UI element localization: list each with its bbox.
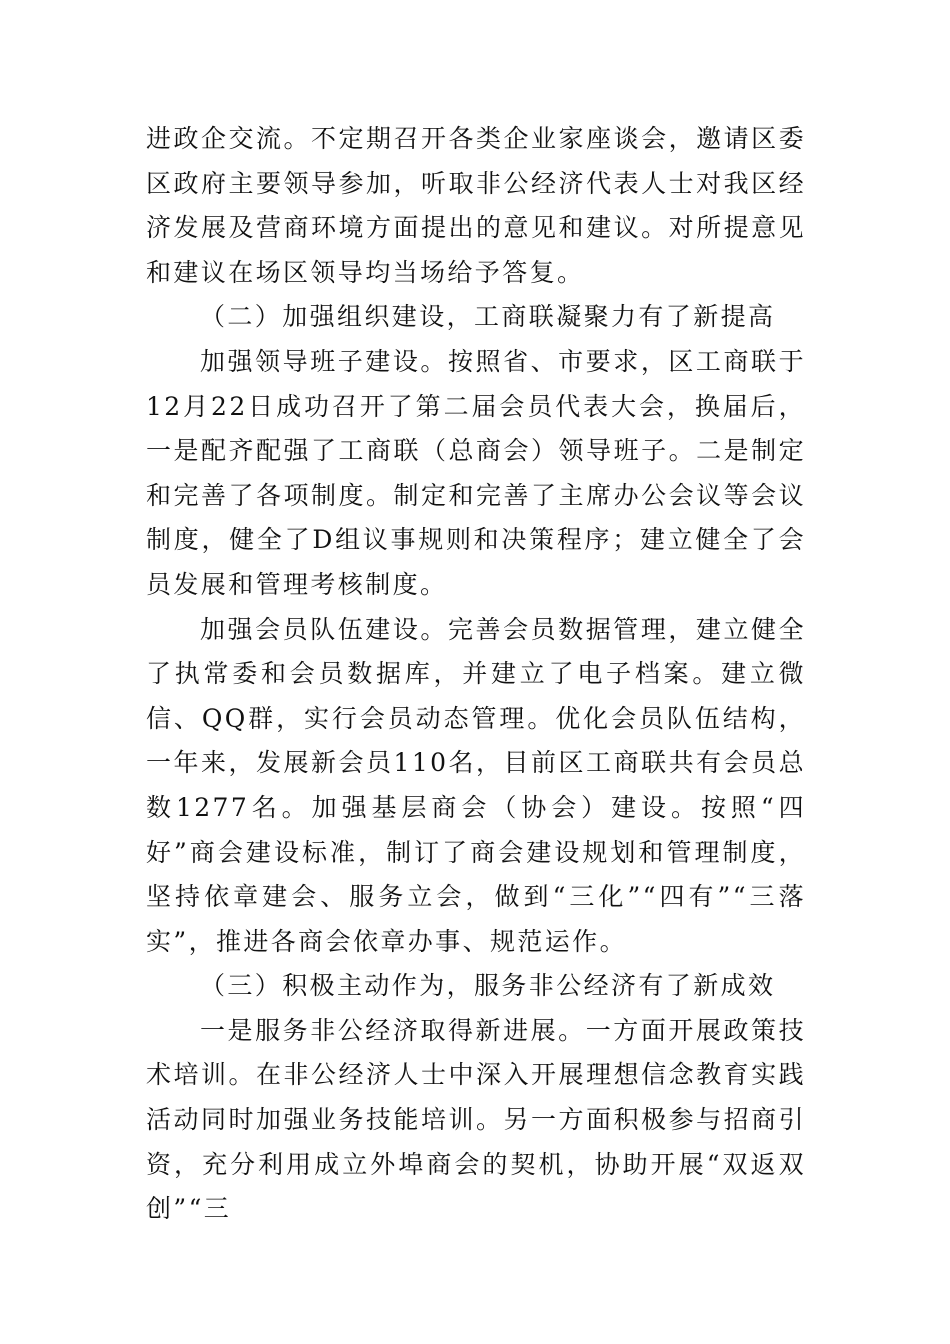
paragraph-services: 一是服务非公经济取得新进展。一方面开展政策技术培训。在非公经济人士中深入开展理想信念教育实践活动同时加强业务技能培训。另一方面积极参与招商引资，充分利用成立外埠商会的契机，协助开展“双返双创”“三 — [146, 1015, 806, 1224]
paragraph-leadership: 加强领导班子建设。按照省、市要求，区工商联于12月22日成功召开了第二届会员代表大会，换届后，一是配齐配强了工商联（总商会）领导班子。二是制定和完善了各项制度。制定和完善了主席办公会议等会议制度，健全了D组议事规则和决策程序；建立健全了会员发展和管理考核制度。 — [146, 346, 806, 599]
section-heading-3: （三）积极主动作为，服务非公经济有了新成效 — [200, 971, 776, 1001]
document-body — [146, 117, 806, 1232]
paragraph-members: 加强会员队伍建设。完善会员数据管理，建立健全了执常委和会员数据库，并建立了电子档案。建立微信、QQ群，实行会员动态管理。优化会员队伍结构，一年来，发展新会员110名，目前区工商联共有会员总数1277名。加强基层商会（协会）建设。按照“四好”商会建设标准，制订了商会建设规划和管理制度，坚持依章建会、服务立会，做到“三化”“四有”“三落实”，推进各商会依章办事、规范运作。 — [146, 614, 806, 956]
section-heading-2: （二）加强组织建设，工商联凝聚力有了新提高 — [200, 302, 776, 332]
paragraph-continuation: 进政企交流。不定期召开各类企业家座谈会，邀请区委区政府主要领导参加，听取非公经济代表人士对我区经济发展及营商环境方面提出的意见和建议。对所提意见和建议在场区领导均当场给予答复。 — [146, 124, 806, 287]
